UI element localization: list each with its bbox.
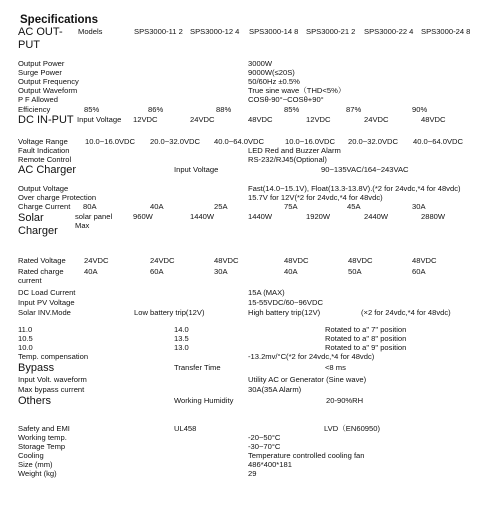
section-solar-charger: Solar Charger bbox=[18, 212, 58, 237]
spec-value: True sine wave（THD<5%） bbox=[248, 86, 346, 95]
input-voltage-value: 48VDC bbox=[248, 115, 273, 124]
charge-current-value: 30A bbox=[412, 202, 426, 211]
section-ac-output: AC OUT-PUT bbox=[18, 26, 63, 51]
model-name: SPS3000-24 8 bbox=[421, 27, 471, 36]
dip-position: Rotated to a" 8" position bbox=[325, 334, 407, 343]
spec-label: DC Load Current bbox=[18, 288, 76, 297]
model-name: SPS3000-11 2 bbox=[134, 27, 183, 36]
efficiency-value: 88% bbox=[216, 105, 232, 114]
charge-current-value: 80A bbox=[83, 202, 97, 211]
models-label: Models bbox=[78, 27, 103, 36]
rated-voltage-value: 24VDC bbox=[84, 256, 109, 265]
spec-value: LVD（EN60950) bbox=[324, 424, 380, 433]
spec-label: Input Volt. waveform bbox=[18, 375, 87, 384]
model-name: SPS3000-12 4 bbox=[190, 27, 240, 36]
spec-value: <8 ms bbox=[325, 363, 346, 372]
dip-position: Rotated to a" 9" position bbox=[325, 343, 407, 352]
dip-low-value: 10.5 bbox=[18, 334, 33, 343]
spec-value: LED Red and Buzzer Alarm bbox=[248, 146, 341, 155]
spec-value: 15A (MAX) bbox=[248, 288, 285, 297]
efficiency-value: 85% bbox=[84, 105, 100, 114]
rated-current-label: Rated charge current bbox=[18, 267, 64, 285]
solar-panel-value: 1440W bbox=[190, 212, 215, 221]
dip-position: Rotated to a" 7" position bbox=[325, 325, 407, 334]
voltage-range-value: 10.0~16.0VDC bbox=[285, 137, 336, 146]
solar-panel-value: 2880W bbox=[421, 212, 446, 221]
rated-current-value: 60A bbox=[150, 267, 164, 276]
spec-value: Temperature controlled cooling fan bbox=[248, 451, 365, 460]
spec-label: Surge Power bbox=[18, 68, 62, 77]
spec-label: Fault Indication bbox=[18, 146, 70, 155]
spec-label: Weight (kg) bbox=[18, 469, 57, 478]
model-name: SPS3000-22 4 bbox=[364, 27, 414, 36]
spec-label: Output Power bbox=[18, 59, 65, 68]
spec-note: (×2 for 24vdc,*4 for 48vdc) bbox=[361, 308, 451, 317]
rated-current-value: 60A bbox=[412, 267, 426, 276]
efficiency-value: 90% bbox=[412, 105, 428, 114]
spec-label: Working temp. bbox=[18, 433, 67, 442]
spec-label: Max bypass current bbox=[18, 385, 85, 394]
model-name: SPS3000-14 8 bbox=[249, 27, 299, 36]
spec-label: Output Voltage bbox=[18, 184, 69, 193]
spec-value: COSθ-90°~COSθ+90° bbox=[248, 95, 324, 104]
voltage-range-value: 20.0~32.0VDC bbox=[348, 137, 399, 146]
solar-panel-value: 1440W bbox=[248, 212, 273, 221]
spec-label: Safety and EMI bbox=[18, 424, 70, 433]
spec-label: Size (mm) bbox=[18, 460, 53, 469]
spec-value: Fast(14.0~15.1V), Float(13.3-13.8V).(*2 for 24vdc,*4 for 48vdc) bbox=[248, 184, 461, 193]
spec-value: 30A(35A Alarm) bbox=[248, 385, 302, 394]
charge-current-label: Charge Current bbox=[18, 202, 71, 211]
rated-voltage-value: 48VDC bbox=[214, 256, 239, 265]
rated-current-value: 40A bbox=[284, 267, 298, 276]
spec-value: 15-55VDC/60~96VDC bbox=[248, 298, 323, 307]
input-voltage-value: 48VDC bbox=[421, 115, 446, 124]
input-voltage-label: Input Voltage bbox=[77, 115, 122, 124]
spec-value: 3000W bbox=[248, 59, 273, 68]
spec-value: 9000W(≤20S) bbox=[248, 68, 295, 77]
charge-current-value: 25A bbox=[214, 202, 228, 211]
efficiency-value: 87% bbox=[346, 105, 362, 114]
spec-value: Low battery trip(12V) bbox=[134, 308, 205, 317]
spec-value: 50/60Hz ±0.5% bbox=[248, 77, 300, 86]
input-voltage-value: 12VDC bbox=[133, 115, 158, 124]
voltage-range-value: 10.0~16.0VDC bbox=[85, 137, 136, 146]
model-name: SPS3000-21 2 bbox=[306, 27, 356, 36]
dip-low-value: 11.0 bbox=[18, 325, 33, 334]
spec-value: High battery trip(12V) bbox=[248, 308, 321, 317]
solar-panel-value: 2440W bbox=[364, 212, 389, 221]
dip-high-value: 13.5 bbox=[174, 334, 189, 343]
dip-high-value: 14.0 bbox=[174, 325, 189, 334]
page-title: Specifications bbox=[20, 14, 98, 26]
spec-label: Transfer Time bbox=[174, 363, 221, 372]
charge-current-value: 40A bbox=[150, 202, 164, 211]
section-bypass: Bypass bbox=[18, 362, 55, 374]
spec-label: Solar INV.Mode bbox=[18, 308, 71, 317]
efficiency-value: 85% bbox=[284, 105, 300, 114]
spec-value: 486*400*181 bbox=[248, 460, 292, 469]
spec-value: 90~135VAC/164~243VAC bbox=[321, 165, 409, 174]
dip-high-value: 13.0 bbox=[174, 343, 189, 352]
spec-value: UL458 bbox=[174, 424, 197, 433]
spec-value: 15.7V for 12V(*2 for 24vdc,*4 for 48vdc) bbox=[248, 193, 383, 202]
spec-label: Input PV Voltage bbox=[18, 298, 75, 307]
rated-voltage-label: Rated Voltage bbox=[18, 256, 66, 265]
voltage-range-value: 40.0~64.0VDC bbox=[214, 137, 265, 146]
solar-panel-value: 1920W bbox=[306, 212, 331, 221]
spec-value: -20~50°C bbox=[248, 433, 281, 442]
spec-label: Cooling bbox=[18, 451, 44, 460]
section-others: Others bbox=[18, 395, 52, 407]
spec-value: RS-232/RJ45(Optional) bbox=[248, 155, 327, 164]
charge-current-value: 75A bbox=[284, 202, 298, 211]
spec-label: Output Waveform bbox=[18, 86, 78, 95]
spec-label: Input Voltage bbox=[174, 165, 219, 174]
spec-label: Output Frequency bbox=[18, 77, 79, 86]
voltage-range-label: Voltage Range bbox=[18, 137, 68, 146]
spec-value: Utility AC or Generator (Sine wave) bbox=[248, 375, 367, 384]
input-voltage-value: 12VDC bbox=[306, 115, 331, 124]
solar-panel-label: solar panel Max bbox=[75, 212, 113, 230]
section-dc-input: DC IN-PUT bbox=[18, 114, 74, 126]
spec-value: 20-90%RH bbox=[326, 396, 364, 405]
rated-current-value: 50A bbox=[348, 267, 362, 276]
spec-label: Temp. compensation bbox=[18, 352, 89, 361]
input-voltage-value: 24VDC bbox=[190, 115, 215, 124]
spec-label: Over charge Protection bbox=[18, 193, 97, 202]
spec-value: 29 bbox=[248, 469, 257, 478]
spec-label: P F Allowed bbox=[18, 95, 58, 104]
dip-low-value: 10.0 bbox=[18, 343, 33, 352]
voltage-range-value: 20.0~32.0VDC bbox=[150, 137, 201, 146]
rated-voltage-value: 48VDC bbox=[284, 256, 309, 265]
spec-value: -30~70°C bbox=[248, 442, 281, 451]
spec-value: -13.2mv/°C(*2 for 24vdc,*4 for 48vdc) bbox=[248, 352, 375, 361]
spec-label: Working Humidity bbox=[174, 396, 234, 405]
input-voltage-value: 24VDC bbox=[364, 115, 389, 124]
voltage-range-value: 40.0~64.0VDC bbox=[413, 137, 464, 146]
rated-voltage-value: 24VDC bbox=[150, 256, 175, 265]
spec-label: Remote Control bbox=[18, 155, 72, 164]
rated-voltage-value: 48VDC bbox=[348, 256, 373, 265]
section-ac-charger: AC Charger bbox=[18, 164, 77, 176]
rated-current-value: 40A bbox=[84, 267, 98, 276]
rated-current-value: 30A bbox=[214, 267, 228, 276]
efficiency-label: Efficiency bbox=[18, 105, 51, 114]
charge-current-value: 45A bbox=[347, 202, 361, 211]
spec-label: Storage Temp bbox=[18, 442, 66, 451]
rated-voltage-value: 48VDC bbox=[412, 256, 437, 265]
efficiency-value: 86% bbox=[148, 105, 164, 114]
solar-panel-value: 960W bbox=[133, 212, 153, 221]
